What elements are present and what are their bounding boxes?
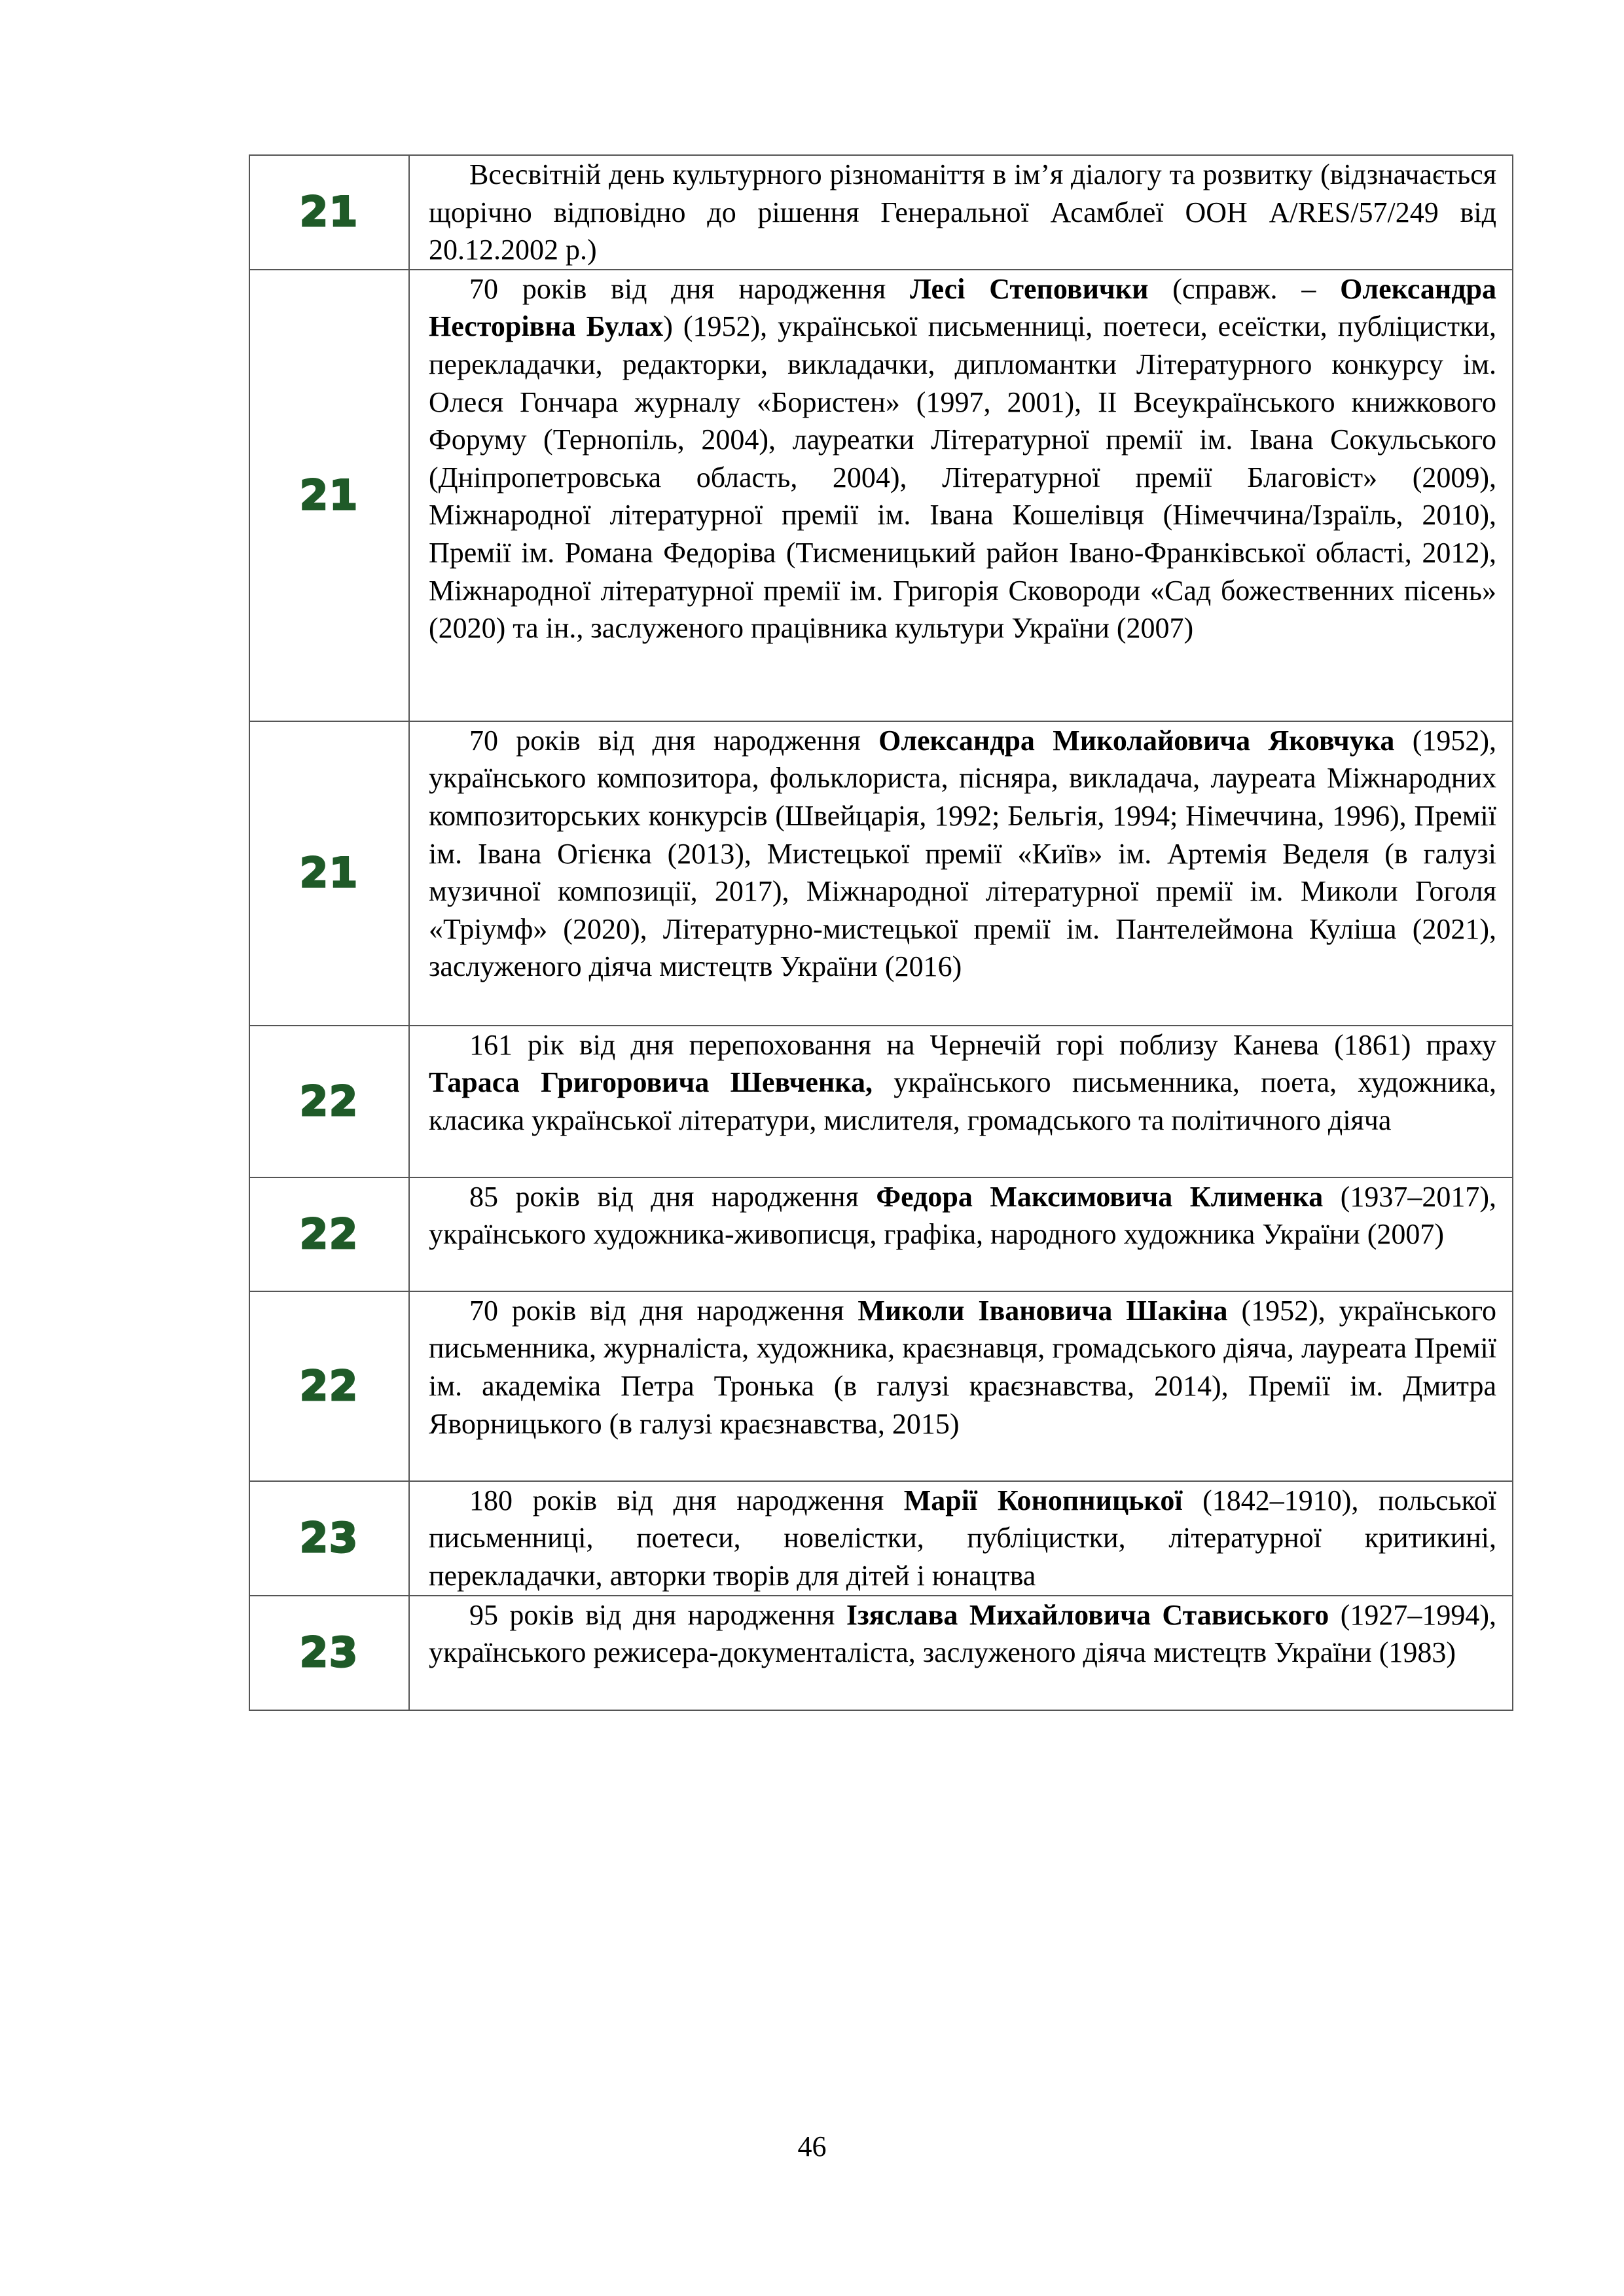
event-text: (1937–2017), українського художника-живописця, графіка, народного художника України (2007) <box>429 1180 1496 1251</box>
event-description <box>409 721 1513 1026</box>
day-cell <box>249 1026 409 1177</box>
day-number: 22 <box>299 1210 359 1258</box>
event-text: (1927–1994), українського режисера-документаліста, заслуженого діяча мистецтв України (1983) <box>429 1598 1497 1669</box>
day-cell <box>249 270 409 721</box>
event-description <box>409 270 1513 721</box>
calendar-table <box>249 154 1513 1711</box>
day-cell <box>249 721 409 1026</box>
event-text: 85 років від дня народження <box>469 1180 876 1213</box>
day-number: 22 <box>299 1077 359 1125</box>
calendar-table-body <box>249 155 1513 1710</box>
event-description <box>409 1291 1513 1481</box>
event-text: 95 років від дня народження <box>469 1598 846 1631</box>
day-number: 21 <box>299 849 359 897</box>
day-number: 23 <box>299 1514 359 1562</box>
day-cell <box>249 155 409 270</box>
person-name: Федора Максимовича Клименка <box>876 1180 1324 1213</box>
page-number: 46 <box>797 2130 827 2162</box>
day-number: 23 <box>299 1628 359 1677</box>
event-text: ) (1952), української письменниці, поетеси, есеїстки, публіцистки, перекладачки, редакторки, викладачки, дипломантки Літературного конкурсу ім. Олеся Гончара журналу «Бористен» (1997, 2001), ІІ Всеукраїнського книжкового Форуму (Тернопіль, 2004), лауреатки Літературної премії ім. Івана Сокульського (Дніпропетровська область, 2004), Літературної премії Благовіст» (2009), Міжнародної літературної премії ім. Івана Кошелівця (Німеччина/Ізраїль, 2010), Премії ім. Романа Федоріва (Тисменицький район Івано-Франківської області, 2012), Міжнародної літературної премії ім. Григорія Сковороди «Сад божественних пісень» (2020) та ін., заслуженого працівника культури України (2007) <box>429 310 1496 645</box>
table-row <box>249 1596 1513 1710</box>
event-text: 70 років від дня народження <box>469 272 911 305</box>
table-row <box>249 1291 1513 1481</box>
event-description <box>409 1177 1513 1291</box>
event-text: 70 років від дня народження <box>469 1294 858 1327</box>
event-text: 161 рік від дня перепоховання на Чернечій горі поблизу Канева (1861) праху <box>469 1028 1496 1061</box>
day-cell <box>249 1291 409 1481</box>
person-name: Миколи Івановича Шакіна <box>857 1294 1228 1327</box>
person-name: Марії Конопницької <box>903 1484 1183 1516</box>
event-text: (1952), українського композитора, фольклориста, пісняра, викладача, лауреата Міжнародних композиторських конкурсів (Швейцарія, 1992; Бельгія, 1994; Німеччина, 1996), Премії ім. Івана Огієнка (2013), Мистецької премії «Київ» ім. Артемія Веделя (в галузі музичної композиції, 2017), Міжнародної літературної премії ім. Миколи Гоголя «Тріумф» (2020), Літературно-мистецької премії ім. Пантелеймона Куліша (2021), заслуженого діяча мистецтв України (2016) <box>429 724 1496 983</box>
event-text: Всесвітній день культурного різноманіття в ім’я діалогу та розвитку (відзначається щорічно відповідно до рішення Генеральної Асамблеї ООН A/RES/57/249 від 20.12.2002 р.) <box>429 158 1496 266</box>
day-number: 21 <box>299 188 359 236</box>
table-row <box>249 1177 1513 1291</box>
table-row <box>249 1026 1513 1177</box>
event-text: (справж. – <box>1148 272 1341 305</box>
day-number: 21 <box>299 471 359 519</box>
person-name: Олександра Миколайовича Яковчука <box>878 724 1395 757</box>
event-description <box>409 155 1513 270</box>
day-number: 22 <box>299 1361 359 1410</box>
person-name: Тараса Григоровича Шевченка, <box>429 1066 873 1099</box>
event-text: (1842–1910), польської письменниці, поетеси, новелістки, публіцистки, літературної критикині, перекладачки, авторки творів для дітей і юнацтва <box>429 1484 1497 1592</box>
event-description <box>409 1596 1513 1710</box>
table-row <box>249 270 1513 721</box>
event-description <box>409 1481 1513 1596</box>
event-text: українського письменника, поета, художника, класика української літератури, мислителя, громадського та політичного діяча <box>429 1066 1497 1136</box>
day-cell <box>249 1596 409 1710</box>
table-row <box>249 721 1513 1026</box>
person-name: Ізяслава Михайловича Стависького <box>846 1598 1329 1631</box>
person-name: Лесі Степовички <box>910 272 1149 305</box>
event-description <box>409 1026 1513 1177</box>
event-text: (1952), українського письменника, журналіста, художника, краєзнавця, громадського діяча, лауреата Премії ім. академіка Петра Тронька (в галузі краєзнавства, 2014), Премії ім. Дмитра Яворницького (в галузі краєзнавства, 2015) <box>429 1294 1497 1440</box>
event-text: 180 років від дня народження <box>469 1484 904 1516</box>
event-text: 70 років від дня народження <box>469 724 879 757</box>
table-row <box>249 1481 1513 1596</box>
day-cell <box>249 1177 409 1291</box>
day-cell <box>249 1481 409 1596</box>
person-name: Олександра Несторівна Булах <box>429 272 1497 343</box>
table-row <box>249 155 1513 270</box>
